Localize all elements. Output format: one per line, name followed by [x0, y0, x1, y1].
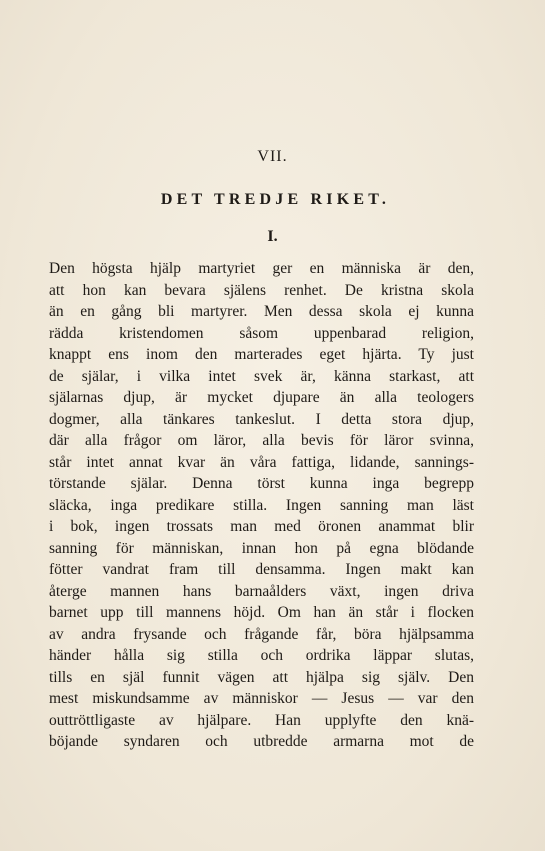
text-line: i bok, ingen trossats man med öronen anammat blir: [49, 518, 474, 535]
chapter-title: DET TREDJE RIKET.: [160, 191, 391, 208]
text-line: själarnas djup, är mycket djupare än alla teologers: [49, 389, 474, 406]
text-line: Den högsta hjälp martyriet ger en människa är den,: [49, 260, 474, 277]
text-line: törstande själar. Denna törst kunna inga begrepp: [49, 475, 474, 492]
text-line: händer hålla sig stilla och ordrika läppar slutas,: [49, 647, 474, 664]
text-line: att hon kan bevara själens renhet. De kristna skola: [49, 281, 474, 299]
text-line: tills en själ funnit vägen att hjälpa sig själv. Den: [49, 668, 474, 686]
text-line: rädda kristendomen såsom uppenbarad religion,: [49, 324, 474, 342]
text-line: de själar, i vilka intet svek är, känna starkast, att: [49, 367, 474, 385]
text-line: fötter vandrat fram till densamma. Ingen makt kan: [49, 561, 474, 578]
text-line: återge mannen hans barnaålders växt, ingen driva: [49, 582, 474, 600]
text-line: av andra frysande och frågande får, böra hjälpsamma: [49, 625, 474, 643]
chapter-number: VII.: [257, 148, 288, 165]
section-number: I.: [267, 228, 278, 245]
text-line: barnet upp till mannens höjd. Om han än står i flocken: [49, 604, 474, 621]
body-text: [49, 258, 474, 753]
text-line: mest miskundsamme av människor — Jesus — var den: [49, 690, 474, 707]
text-line: sanning för människan, innan hon på egna blödande: [49, 539, 474, 557]
text-line: dogmer, alla tänkares tankeslut. I detta stora djup,: [49, 410, 474, 428]
text-line: släcka, inga predikare stilla. Ingen sanning man läst: [49, 496, 474, 514]
text-line: där alla frågor om läror, alla bevis för läror svinna,: [49, 432, 474, 449]
text-line: böjande syndaren och utbredde armarna mot de: [49, 733, 474, 750]
text-line: än en gång bli martyrer. Men dessa skola ej kunna: [49, 303, 474, 320]
text-line: outtröttligaste av hjälpare. Han upplyfte den knä-: [49, 711, 474, 729]
text-line: knappt ens inom den marterades eget hjärta. Ty just: [49, 346, 474, 363]
text-line: står intet annat kvar än våra fattiga, lidande, sannings-: [49, 453, 474, 471]
